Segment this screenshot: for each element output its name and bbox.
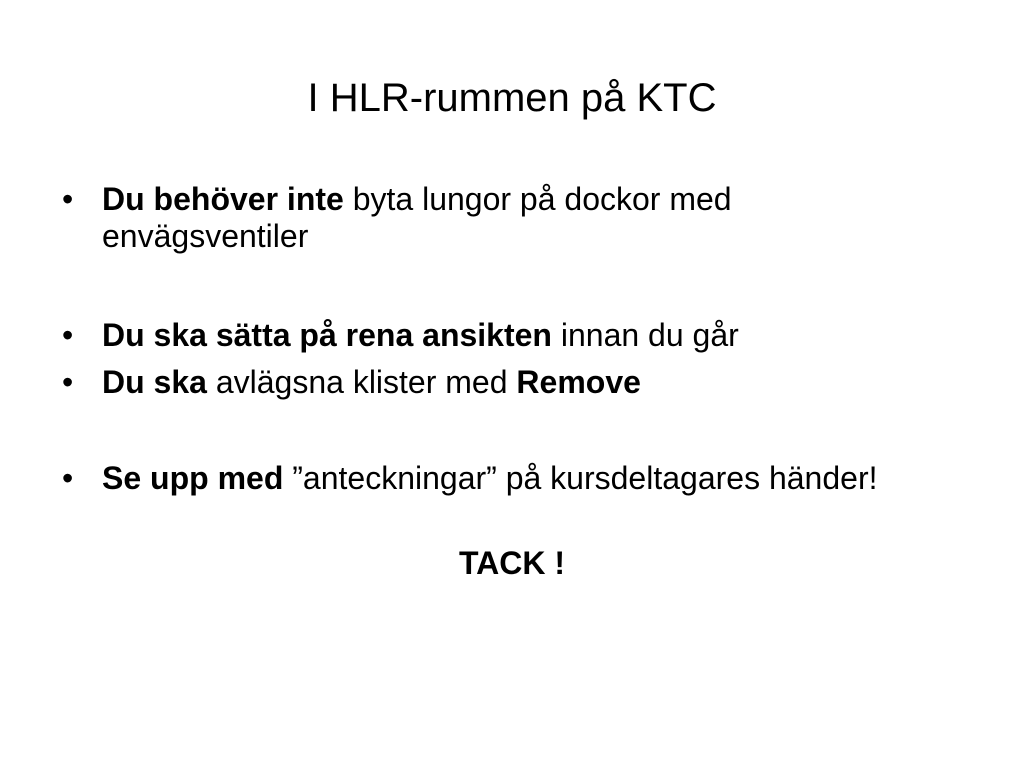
bullet-icon: •	[62, 317, 74, 353]
closing-text: TACK !	[458, 545, 566, 581]
bullet-text	[102, 317, 922, 354]
bullet-text	[102, 364, 922, 401]
bullet-item	[62, 460, 922, 497]
bullet-bold-text: Du ska sätta på rena ansikten	[102, 317, 552, 353]
bullet-bold-text: Se upp med	[102, 460, 284, 496]
bullet-plain-text: byta lungor på dockor med envägsventiler	[102, 181, 732, 254]
slide-title: I HLR-rummen på KTC	[307, 76, 717, 120]
bullet-bold-text: Du ska	[102, 364, 207, 400]
bullet-plain-text: innan du går	[551, 317, 739, 353]
bullet-plain-text: ”anteckningar” på kursdeltagares händer!	[283, 460, 878, 496]
bullet-icon: •	[62, 460, 74, 496]
bullet-plain-text: avlägsna klister med	[206, 364, 517, 400]
bullet-bold-text: Du behöver inte	[102, 181, 344, 217]
bullet-item	[62, 317, 922, 354]
bullet-bold-text: Remove	[516, 364, 641, 400]
bullet-item	[62, 181, 922, 255]
bullet-icon: •	[62, 364, 74, 400]
bullet-text	[102, 460, 922, 497]
bullet-item	[62, 364, 922, 401]
bullet-icon: •	[62, 181, 74, 217]
bullet-text	[102, 181, 922, 255]
